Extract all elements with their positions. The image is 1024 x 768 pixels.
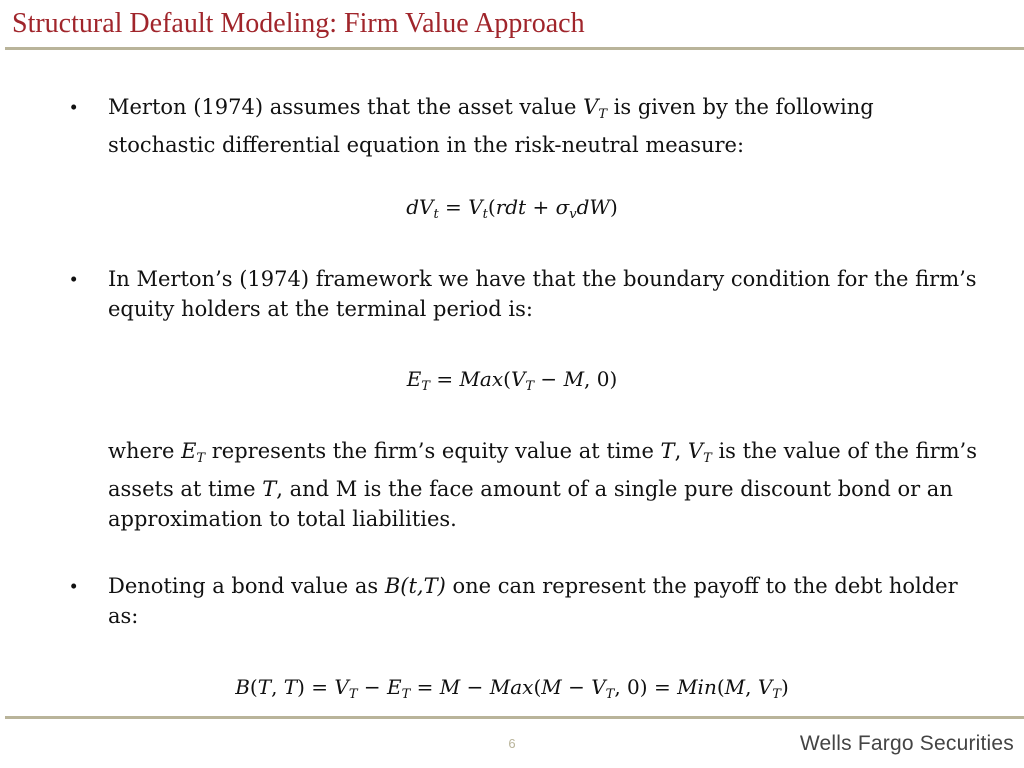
bullet-text: In Merton’s (1974) framework we have that the boundary condition for the firm’s equity holders at the terminal period is: <box>108 267 977 321</box>
bullet-marker: • <box>70 95 78 119</box>
bullet-text: is given by the following stochastic differential equation in the risk-neutral measure: <box>108 95 874 157</box>
var: T <box>660 439 675 463</box>
bullet-text: Denoting a bond value as <box>108 574 385 598</box>
text: , <box>674 439 688 463</box>
page-number: 6 <box>508 736 516 751</box>
var: E <box>181 439 197 463</box>
footer-divider <box>5 716 1024 719</box>
bullet-merton-assumption <box>70 92 978 160</box>
equation-equity-payoff: $E_T = Max(V_T - M$, 0) <box>406 367 618 394</box>
bullet-marker: • <box>70 267 78 291</box>
var-base: V <box>583 95 599 119</box>
equation-sde: $dV_t = V_t(rdt + \sigma_vdW)$ <box>406 195 618 222</box>
var-sub: T <box>196 451 206 466</box>
text: where <box>108 439 182 463</box>
slide-title: Structural Default Modeling: Firm Value Approach <box>12 8 585 39</box>
equation-bond-payoff: B(T, $T) = V_T - E_T = M - Max(M - V_T$, 0) = Min(M, $V_T$) <box>235 675 789 702</box>
brand-logo-text: Wells Fargo Securities <box>799 732 1014 755</box>
bullet-marker: • <box>70 574 78 598</box>
text: is the value of the firm’s assets at time <box>108 439 977 501</box>
bullet-text: one can represent the payoff to the debt holder as: <box>108 574 958 628</box>
bullet-italic: B(t,T) <box>384 574 446 598</box>
bullet-boundary-condition <box>70 264 978 324</box>
var: T <box>262 477 277 501</box>
text: , and M is the face amount of a single pure discount bond or an approximation to total liabilities. <box>108 477 953 531</box>
text: represents the firm’s equity value at time <box>205 439 661 463</box>
bullet-text: Merton (1974) assumes that the asset value <box>108 95 584 119</box>
bullet-bond-value <box>70 571 978 631</box>
where-paragraph <box>108 436 978 534</box>
var: V <box>687 439 704 463</box>
var-sub: T <box>703 451 712 466</box>
var-sub: T <box>598 107 607 122</box>
